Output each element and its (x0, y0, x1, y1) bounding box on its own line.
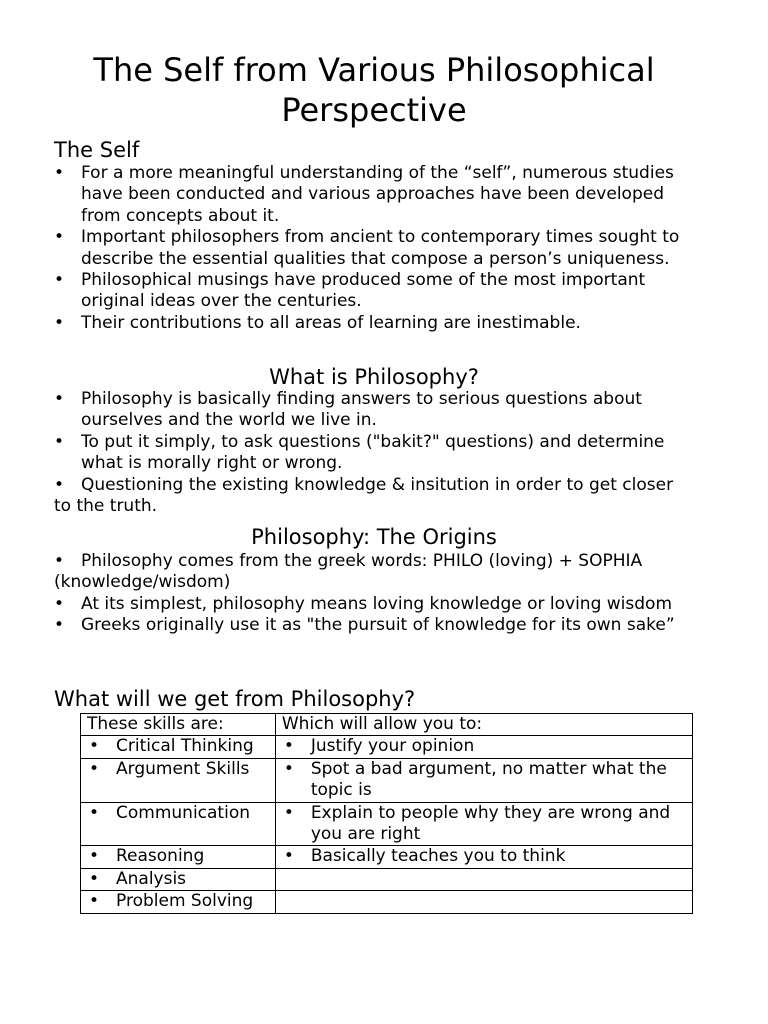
skills-table (80, 713, 693, 914)
bullet-icon: • (54, 615, 65, 636)
bullet-icon: • (283, 758, 294, 779)
bullet-icon: • (283, 802, 294, 823)
table-header-row (81, 714, 693, 736)
bullet-icon: • (54, 163, 65, 183)
table-header-cell: Which will allow you to: (275, 714, 692, 736)
list-item: • Questioning the existing knowledge & insitution in order to get closer to the truth. (54, 474, 674, 517)
list-item: • Their contributions to all areas of learning are inestimable. (54, 312, 581, 333)
table-row (81, 891, 693, 913)
table-header-cell: These skills are: (81, 714, 276, 736)
skill-cell: • Analysis (81, 868, 276, 890)
table-row (81, 802, 693, 846)
skill-cell: • Critical Thinking (81, 736, 276, 758)
bullet-icon: • (54, 312, 65, 333)
self-bullet-list (54, 163, 694, 334)
list-item: • Philosophical musings have produced some of the most important original ideas over the centuries. (54, 270, 646, 312)
bullet-icon: • (89, 846, 100, 867)
list-item: • For a more meaningful understanding of the “self”, numerous studies have been conducted and various approaches have been developed from concepts about it. (54, 163, 674, 226)
table-row (81, 736, 693, 758)
benefit-cell: • Explain to people why they are wrong and you are right (275, 802, 692, 846)
list-item: • Important philosophers from ancient to contemporary times sought to describe the essential qualities that compose a person’s uniqueness. (54, 227, 680, 269)
section-heading-the-self: The Self (54, 138, 140, 162)
list-item: • To put it simply, to ask questions ("bakit?" questions) and determine what is morally right or wrong. (54, 431, 665, 474)
skill-cell: • Problem Solving (81, 891, 276, 913)
list-item: • At its simplest, philosophy means loving knowledge or loving wisdom (54, 593, 672, 614)
list-item: • Philosophy is basically finding answers to serious questions about ourselves and the world we live in. (54, 389, 642, 431)
bullet-icon: • (54, 227, 65, 248)
bullet-icon: • (54, 431, 65, 452)
table-row (81, 846, 693, 868)
page-title: The Self from Various Philosophical Perspective (93, 51, 655, 129)
section-heading-what-is-philosophy: What is Philosophy? (269, 365, 479, 389)
bullet-icon: • (283, 736, 294, 757)
bullet-icon: • (89, 868, 100, 889)
benefit-cell: • Basically teaches you to think (275, 846, 692, 868)
bullet-icon: • (54, 474, 65, 495)
bullet-icon: • (283, 846, 294, 867)
benefit-cell (275, 868, 692, 890)
section-heading-origins: Philosophy: The Origins (251, 525, 497, 549)
what-is-bullet-list (54, 389, 694, 517)
list-item: • Philosophy comes from the greek words: PHILO (loving) + SOPHIA (knowledge/wisdom) (54, 551, 643, 593)
skill-cell: • Argument Skills (81, 758, 276, 802)
table-row (81, 868, 693, 890)
bullet-icon: • (54, 593, 65, 614)
benefit-cell (275, 891, 692, 913)
benefit-cell: • Spot a bad argument, no matter what the topic is (275, 758, 692, 802)
origins-bullet-list (54, 551, 694, 637)
bullet-icon: • (89, 802, 100, 823)
bullet-icon: • (89, 891, 100, 912)
bullet-icon: • (54, 270, 65, 291)
bullet-icon: • (54, 551, 65, 571)
section-heading-what-will-we-get: What will we get from Philosophy? (54, 687, 416, 711)
bullet-icon: • (89, 758, 100, 779)
skill-cell: • Reasoning (81, 846, 276, 868)
skill-cell: • Communication (81, 802, 276, 846)
bullet-icon: • (89, 736, 100, 757)
benefit-cell: • Justify your opinion (275, 736, 692, 758)
list-item: • Greeks originally use it as "the pursuit of knowledge for its own sake” (54, 615, 675, 636)
table-row (81, 758, 693, 802)
bullet-icon: • (54, 389, 65, 409)
